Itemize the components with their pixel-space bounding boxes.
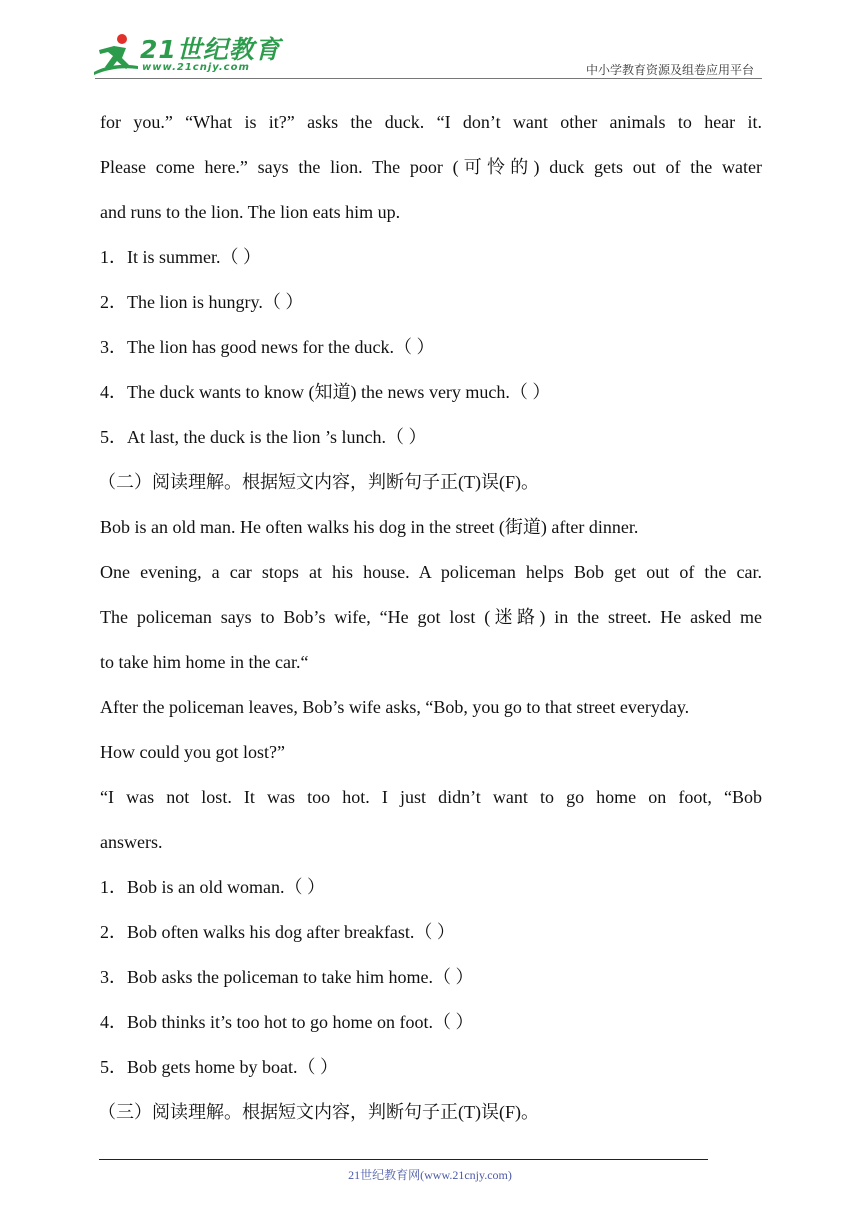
section-heading: （三）阅读理解。根据短文内容，判断句子正(T)误(F)。 [98,1102,539,1122]
logo-title: 21世纪教育 [140,35,281,64]
passage-line: Bob is an old man. He often walks his dog in the street (街道) after dinner. [100,517,639,537]
section-heading: （二）阅读理解。根据短文内容，判断句子正(T)误(F)。 [98,472,539,492]
header-platform-text: 中小学教育资源及组卷应用平台 [585,63,754,77]
question-item: 1．It is summer.（ ） [100,247,261,267]
question-item: 4．The duck wants to know (知道) the news very much.（ ） [100,382,551,402]
document-body [100,100,762,1135]
question-item: 2．The lion is hungry.（ ） [100,292,304,312]
passage-line: “I was not lost. It was too hot. I just didn’t want to go home on foot, “Bob [100,787,762,807]
passage-line: After the policeman leaves, Bob’s wife asks, “Bob, you go to that street everyday. [100,697,690,717]
passage-line: to take him home in the car.“ [100,652,309,672]
question-item: 1．Bob is an old woman.（ ） [100,877,325,897]
question-item: 5．Bob gets home by boat.（ ） [100,1057,338,1077]
page-header [0,0,860,90]
question-item: 4．Bob thinks it’s too hot to go home on foot.（ ） [100,1012,474,1032]
runner-logo-icon [92,32,140,76]
passage-line: Please come here.” says the lion. The poor (可怜的) duck gets out of the water [100,157,762,177]
passage-line: The policeman says to Bob’s wife, “He got lost (迷路) in the street. He asked me [100,607,762,627]
passage-line: and runs to the lion. The lion eats him up. [100,202,401,222]
logo-url: www.21cnjy.com [142,62,250,73]
passage-line: One evening, a car stops at his house. A policeman helps Bob get out of the car. [100,562,762,582]
logo [92,30,281,80]
passage-line: How could you got lost?” [100,742,285,762]
footer-text: 21世纪教育网(www.21cnjy.com) [348,1168,512,1182]
question-item: 2．Bob often walks his dog after breakfast.（ ） [100,922,455,942]
question-item: 3．Bob asks the policeman to take him home.（ ） [100,967,474,987]
question-item: 5．At last, the duck is the lion ’s lunch.（ ） [100,427,427,447]
passage-line: answers. [100,832,163,852]
question-item: 3．The lion has good news for the duck.（ ） [100,337,435,357]
footer-divider [99,1159,708,1160]
passage-line: for you.” “What is it?” asks the duck. “I don’t want other animals to hear it. [100,112,762,132]
header-divider [95,78,762,79]
